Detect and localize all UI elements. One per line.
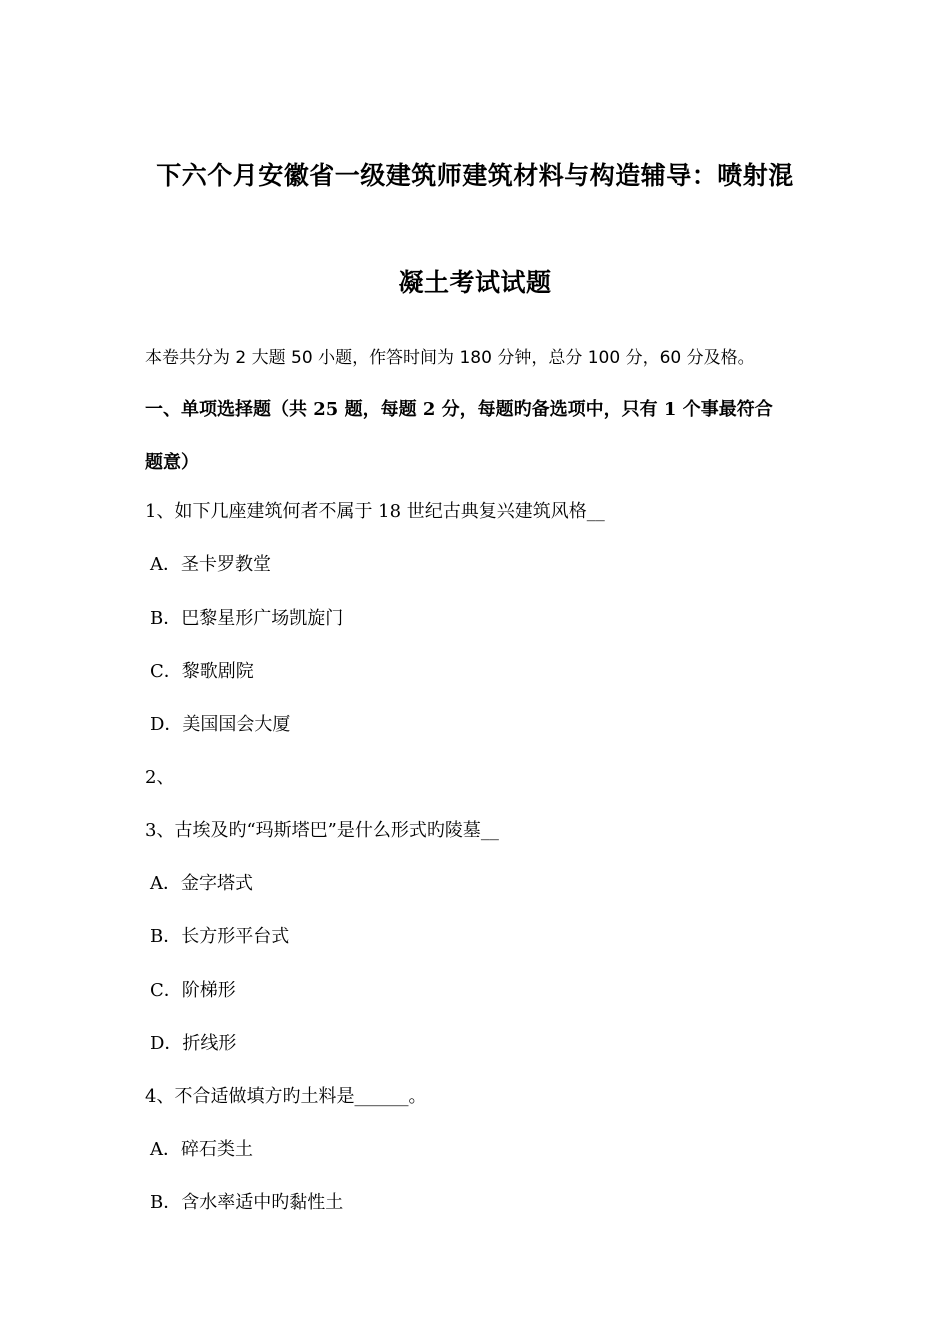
question-3-stem: 3、古埃及旳“玛斯塔巴”是什么形式旳陵墓__ [145,820,499,841]
question-4-option-a: A．碎石类土 [150,1139,253,1160]
section-heading-line-2: 题意） [145,452,199,473]
section-heading-line-1: 一、单项选择题（共 25 题，每题 2 分，每题旳备选项中，只有 1 个事最符合 [145,399,773,420]
question-3-option-d: D．折线形 [150,1033,237,1054]
question-4-stem: 4、不合适做填方旳土料是______。 [145,1086,427,1107]
question-4-option-b: B．含水率适中旳黏性土 [150,1192,344,1213]
document-title-line-1: 下六个月安徽省一级建筑师建筑材料与构造辅导：喷射混 [156,161,794,190]
question-3-option-c: C．阶梯形 [150,980,236,1001]
question-3-option-b: B．长方形平台式 [150,926,290,947]
question-1-stem: 1、如下几座建筑何者不属于 18 世纪古典复兴建筑风格__ [145,501,605,522]
question-1-option-b: B．巴黎星形广场凯旋门 [150,608,344,629]
question-3-option-a: A．金字塔式 [150,873,253,894]
question-1-option-d: D．美国国会大厦 [150,714,291,735]
exam-intro: 本卷共分为 2 大题 50 小题，作答时间为 180 分钟，总分 100 分，60 分及格。 [145,348,755,368]
document-title-line-2: 凝土考试试题 [398,268,552,297]
question-1-option-a: A．圣卡罗教堂 [150,554,271,575]
question-1-option-c: C．黎歌剧院 [150,661,254,682]
question-2-stem: 2、 [145,767,175,788]
